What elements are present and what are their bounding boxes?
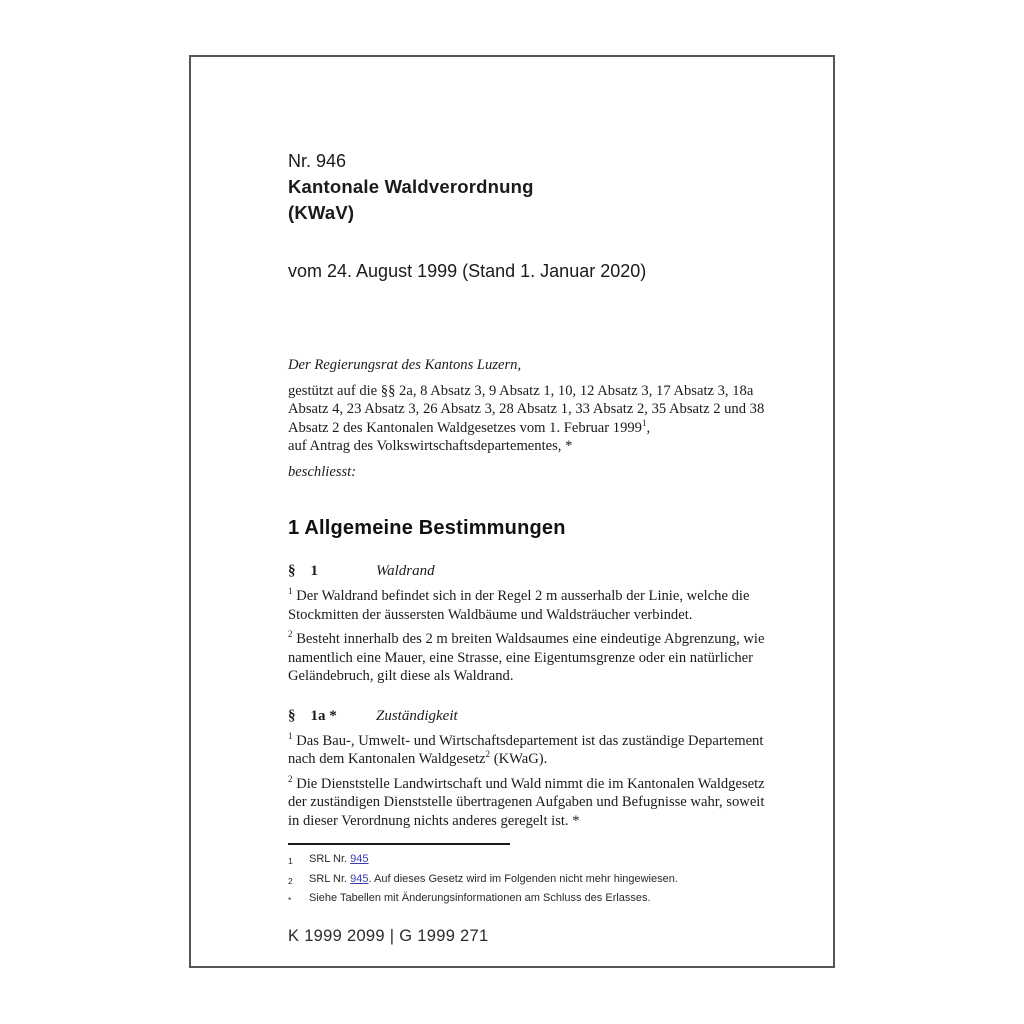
preamble-motion: auf Antrag des Volkswirtschaftsdepartementes, * [288, 438, 573, 454]
paragraph-text: Besteht innerhalb des 2 m breiten Waldsaumes eine eindeutige Abgrenzung, wie namentlich eine Mauer, eine Strasse, eine Eigentumsgrenze oder ein natürlicher Geländebruch, gilt diese als Waldrand. [288, 631, 765, 684]
paragraph-marker: 2 [288, 629, 293, 640]
preamble-legal-basis [288, 382, 769, 438]
section-1a-heading [288, 707, 769, 726]
legal-basis-text: gestützt auf die §§ 2a, 8 Absatz 3, 9 Absatz 1, 10, 12 Absatz 3, 17 Absatz 3, 18a Absatz 4, 23 Absatz 3, 26 Absatz 3, 28 Absatz 1, 33 Absatz 2, 35 Absatz 2 und 38 Absatz 2 des Kantonalen Waldgesetzes vom 1. Februar 1999 [288, 382, 765, 436]
footnotes-block [288, 843, 769, 910]
paragraph-marker: 1 [288, 730, 293, 741]
paragraph-tail: (KWaG). [490, 751, 548, 767]
preamble-resolution: beschliesst: [288, 463, 357, 480]
document-title: Kantonale Waldverordnung [288, 176, 534, 197]
document-date-line: vom 24. August 1999 (Stand 1. Januar 2020) [288, 261, 647, 281]
paragraph-text: Das Bau-, Umwelt- und Wirtschaftsdepartement ist das zuständige Departement nach dem Kantonalen Waldgesetz [288, 732, 764, 767]
section-1a-paragraph-1 [288, 732, 769, 769]
document-abbreviation: (KWaV) [288, 202, 355, 223]
footnote-marker: 2 [288, 875, 293, 886]
legal-basis-tail: , [646, 419, 651, 436]
footnote-asterisk [288, 890, 769, 910]
section-1-heading [288, 562, 769, 581]
document-number: Nr. 946 [288, 151, 347, 171]
footnote-marker: * [288, 895, 292, 905]
section-1-paragraph-2 [288, 630, 769, 686]
paragraph-text: Der Waldrand befindet sich in der Regel 2 m ausserhalb der Linie, welche die Stockmitten der äussersten Waldbäume und Waldsträucher verbindet. [288, 588, 750, 623]
paragraph-marker: 2 [288, 773, 293, 784]
chapter-heading: 1 Allgemeine Bestimmungen [288, 517, 566, 539]
section-1-label: § 1 [288, 563, 318, 579]
document-page [189, 55, 835, 968]
section-1a-title: Zuständigkeit [376, 707, 458, 724]
footnote-text [309, 871, 769, 891]
footnote-ref-2: 2 [485, 749, 491, 760]
footnote-text: Siehe Tabellen mit Änderungsinformationen am Schluss des Erlasses. [309, 892, 651, 904]
footnote-2 [288, 871, 769, 891]
section-1a-label: § 1a * [288, 707, 337, 724]
paragraph-text: Die Dienststelle Landwirtschaft und Wald nimmt die im Kantonalen Waldgesetz der zuständigen Dienststelle übertragenen Aufgaben und Befugnisse wahr, soweit in dieser Verordnung nichts anderes geregelt ist. * [288, 775, 765, 829]
preamble-actor: Der Regierungsrat des Kantons Luzern, [288, 357, 522, 373]
srl-945-link[interactable]: 945 [350, 853, 369, 865]
section-1-paragraph-1 [288, 587, 769, 624]
footnote-marker: 1 [288, 856, 293, 866]
srl-945-link[interactable]: 945 [350, 872, 369, 885]
footnote-text [309, 851, 769, 871]
publication-reference: K 1999 2099 | G 1999 271 [288, 926, 489, 945]
footnote-pre-text: SRL Nr. [309, 853, 351, 865]
footnote-pre-text: SRL Nr. [309, 872, 351, 885]
footnote-post-text: . Auf dieses Gesetz wird im Folgenden nicht mehr hingewiesen. [368, 872, 678, 885]
footnote-ref-1: 1 [641, 417, 647, 428]
footnote-separator-rule [288, 843, 510, 845]
section-1a-paragraph-2 [288, 775, 769, 831]
paragraph-marker: 1 [288, 586, 293, 597]
footnote-1 [288, 851, 769, 871]
section-1-title: Waldrand [376, 563, 435, 579]
